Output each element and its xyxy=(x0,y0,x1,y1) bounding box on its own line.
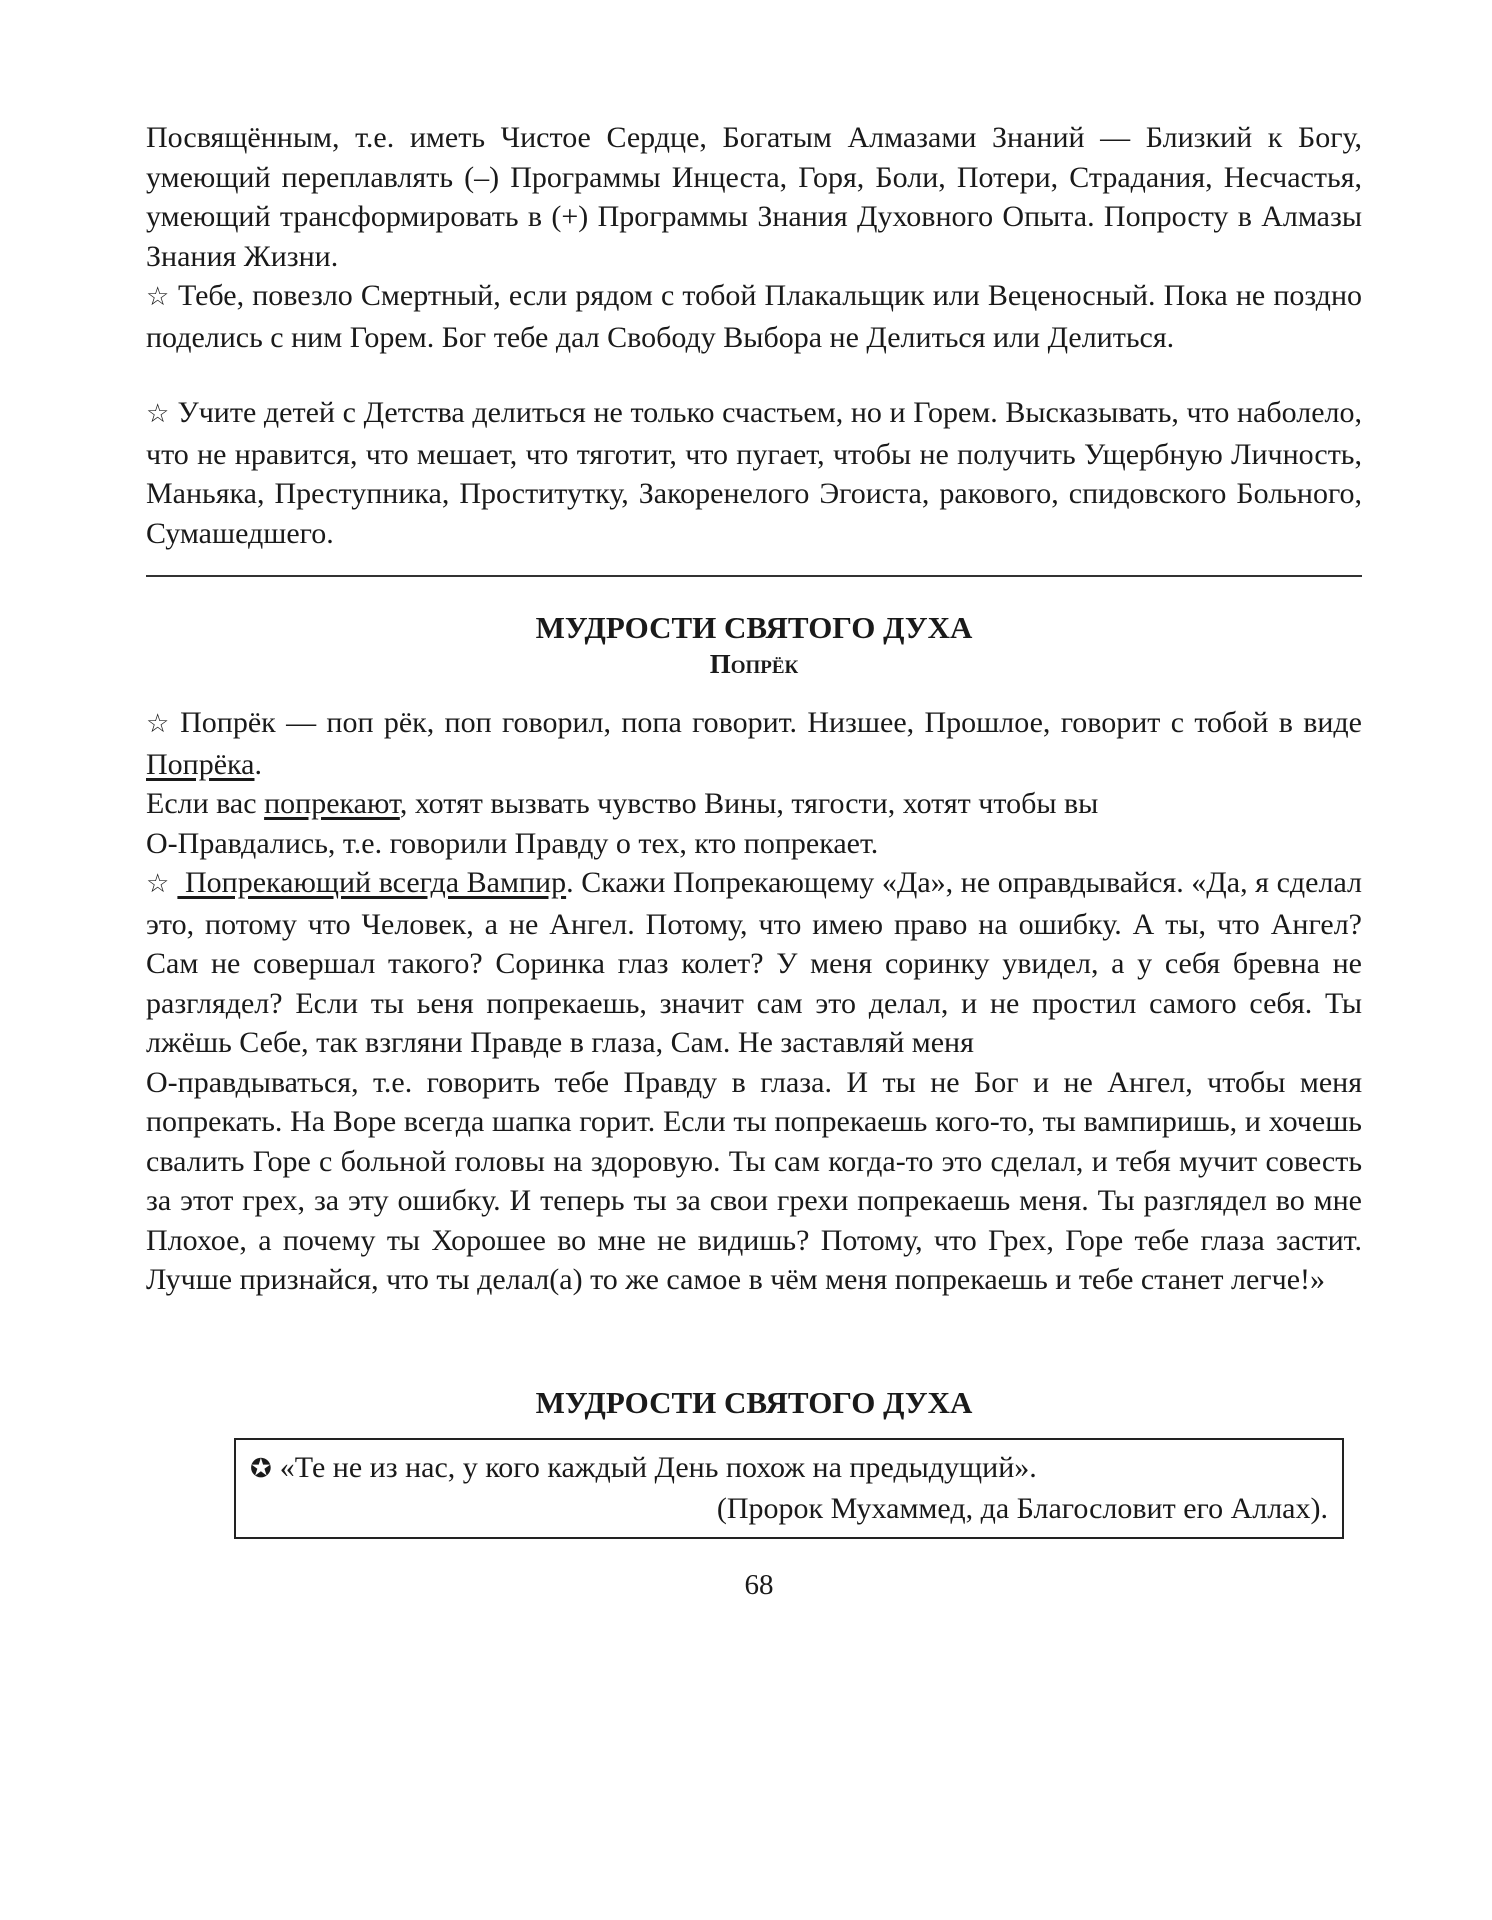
paragraph xyxy=(146,703,1362,784)
paragraph: О-Правдались, т.е. говорили Правду о тех, кто попрекает. xyxy=(146,826,879,860)
section-subtitle: Попрёк xyxy=(709,649,799,679)
star-icon: ☆ xyxy=(146,709,173,739)
paragraph-text: Если вас xyxy=(146,787,265,820)
quote-line xyxy=(250,1448,1328,1489)
paragraph-text: Тебе, повезло Смертный, если рядом с тобой Плакальщик или Веценосный. Пока не поздно поделись с ним Горем. Бог тебе дал Свободу Выбора не Делиться или Делиться. xyxy=(146,279,1363,354)
section-title: МУДРОСТИ СВЯТОГО ДУХА xyxy=(535,610,973,645)
underlined-term: Попрекающий всегда Вампир xyxy=(177,866,567,899)
horizontal-divider xyxy=(146,575,1362,577)
underlined-term: Попрёка xyxy=(146,747,255,781)
underlined-term: попрекают xyxy=(264,787,400,820)
section-title: МУДРОСТИ СВЯТОГО ДУХА xyxy=(535,1384,973,1420)
quote-attribution: (Пророк Мухаммед, да Благословит его Аллах). xyxy=(716,1491,1328,1525)
paragraph-text: Попрёк — поп рёк, поп говорил, попа говорит. Низшее, Прошлое, говорит с тобой в виде xyxy=(180,706,1362,739)
circled-star-icon: ✪ xyxy=(250,1453,272,1484)
quote-text: «Те не из нас, у кого каждый День похож на предыдущий». xyxy=(279,1450,1037,1484)
star-icon: ☆ xyxy=(146,399,170,429)
star-icon: ☆ xyxy=(146,282,170,312)
paragraph-text: . xyxy=(254,747,262,781)
paragraph-text: Учите детей с Детства делиться не только счастьем, но и Горем. Высказывать, что наболело, что не нравится, что мешает, что тяготит, что пугает, чтобы не получить Ущербную Личность, Маньяка, Преступника, Проститутку, Закоренелого Эгоиста, ракового, спидовского Больного, Сумашедшего. xyxy=(146,396,1362,550)
paragraph xyxy=(146,863,1362,1063)
star-icon: ☆ xyxy=(146,869,170,899)
document-page xyxy=(146,118,1362,1602)
paragraph: Посвящённым, т.е. иметь Чистое Сердце, Богатым Алмазами Знаний — Близкий к Богу, умеющий переплавлять (–) Программы Инцеста, Горя, Боли, Потери, Страдания, Несчастья, умеющий трансформировать в (+) Программы Знания Духовного Опыта. Попросту в Алмазы Знания Жизни. xyxy=(146,121,1362,273)
paragraph: О-правдываться, т.е. говорить тебе Правду в глаза. И ты не Бог и не Ангел, чтобы меня попрекать. На Воре всегда шапка горит. Если ты попрекаешь кого-то, ты вампиришь, и хочешь свалить Горе с больной головы на здоровую. Ты сам когда-то это сделал, и тебя мучит совесть за этот грех, за эту ошибку. И теперь ты за свои грехи попрекаешь меня. Ты разглядел во мне Плохое, а почему ты Хорошее во мне не видишь? Потому, что Грех, Горе тебе глаза застит. Лучше признайся, что ты делал(а) то же самое в чём меня попрекаешь и тебе станет легче!» xyxy=(146,1065,1362,1296)
paragraph-text: . Скажи Попрекающему «Да», не оправдывайся. «Да, я сделал это, потому что Человек, а не Ангел. Потому, что имею право на ошибку. А ты, что Ангел? Сам не совершал такого? Соринка глаз колет? У меня соринку увидел, а у себя бревна не разглядел? Если ты ьеня попрекаешь, значит сам это делал, и не простил самого себя. Ты лжёшь Себе, так взгляни Правде в глаза, Сам. Не заставляй меня xyxy=(146,866,1362,1059)
paragraph xyxy=(146,276,1362,357)
paragraph xyxy=(146,393,1362,553)
paragraph-text: , хотят вызвать чувство Вины, тягости, хотят чтобы вы xyxy=(399,787,1099,820)
page-number: 68 xyxy=(744,1568,774,1601)
spacer xyxy=(146,357,1362,393)
quote-box xyxy=(234,1438,1344,1539)
paragraph xyxy=(146,784,1362,824)
